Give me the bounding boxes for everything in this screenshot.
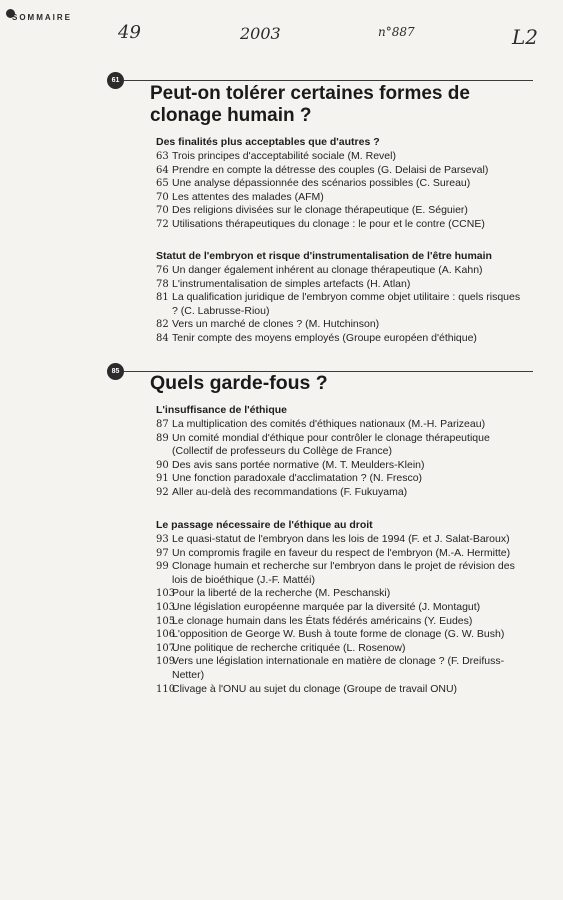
entry-page-number: 64 <box>156 164 169 176</box>
toc-entry[interactable] <box>156 418 526 432</box>
toc-entry[interactable] <box>156 218 526 232</box>
entry-title: Aller au-delà des recommandations (F. Fukuyama) <box>172 485 408 498</box>
entry-page-number: 90 <box>156 459 169 471</box>
entry-title: Vers une législation internationale en matière de clonage ? (F. Dreifuss-Netter) <box>172 655 505 681</box>
entry-title: Des religions divisées sur le clonage thérapeutique (E. Séguier) <box>172 204 468 217</box>
toc-group <box>156 404 526 500</box>
toc-entry[interactable] <box>156 332 526 346</box>
toc-entry[interactable] <box>156 472 526 486</box>
entry-title: Un danger également inhérent au clonage thérapeutique (A. Kahn) <box>172 264 483 276</box>
entry-page-number: 63 <box>156 151 169 162</box>
entry-title: Le clonage humain dans les États fédérés américains (Y. Eudes) <box>172 614 473 627</box>
entry-page-number: 84 <box>156 332 169 344</box>
entry-title: Pour la liberté de la recherche (M. Peschanski) <box>172 587 391 600</box>
entry-page-number: 72 <box>156 218 169 230</box>
toc-entry[interactable] <box>156 587 526 601</box>
toc-entry[interactable] <box>156 547 526 561</box>
toc-entry[interactable] <box>156 655 526 682</box>
handwritten-note: L2 <box>512 25 539 49</box>
section-divider <box>118 80 533 81</box>
entry-title: Une fonction paradoxale d'acclimatation ? (N. Fresco) <box>172 472 423 485</box>
entry-page-number: 78 <box>156 278 169 290</box>
toc-entry[interactable] <box>156 459 526 473</box>
toc-entry[interactable] <box>156 432 526 459</box>
entry-page-number: 76 <box>156 265 169 276</box>
entry-title: Un compromis fragile en faveur du respect de l'embryon (M.-A. Hermitte) <box>172 546 511 559</box>
entry-page-number: 92 <box>156 486 169 498</box>
handwritten-note: 49 <box>118 22 141 43</box>
toc-entry[interactable] <box>156 278 526 292</box>
toc-entry[interactable] <box>156 601 526 615</box>
entry-title: Une analyse dépassionnée des scénarios possibles (C. Sureau) <box>172 177 471 190</box>
entry-title: La multiplication des comités d'éthiques nationaux (M.-H. Parizeau) <box>172 418 486 430</box>
entry-page-number: 81 <box>156 292 169 304</box>
entry-page-number: 99 <box>156 561 169 573</box>
entry-title: Vers un marché de clones ? (M. Hutchinson) <box>172 318 380 331</box>
entry-page-number: 110 <box>156 683 176 695</box>
group-subtitle: Le passage nécessaire de l'éthique au droit <box>156 519 373 531</box>
toc-group <box>156 519 526 696</box>
group-subtitle: Statut de l'embryon et risque d'instrumentalisation de l'être humain <box>156 250 492 262</box>
entry-page-number: 70 <box>156 205 169 217</box>
entry-title: Une législation européenne marquée par la diversité (J. Montagut) <box>172 600 481 613</box>
entry-title: Le quasi-statut de l'embryon dans les lois de 1994 (F. et J. Salat-Baroux) <box>172 533 510 545</box>
section-label: SOMMAIRE <box>12 13 72 22</box>
entry-page-number: 65 <box>156 178 169 190</box>
entry-title: Une politique de recherche critiquée (L. Rosenow) <box>172 641 406 654</box>
toc-entry[interactable] <box>156 642 526 656</box>
section-page-marker: 85 <box>107 363 124 380</box>
entry-title: L'opposition de George W. Bush à toute forme de clonage (G. W. Bush) <box>172 628 505 641</box>
entry-page-number: 103 <box>156 588 176 600</box>
entry-page-number: 105 <box>156 615 176 627</box>
entry-page-number: 82 <box>156 319 169 331</box>
entry-page-number: 89 <box>156 432 169 444</box>
entry-title: Trois principes d'acceptabilité sociale (M. Revel) <box>172 150 396 162</box>
entry-page-number: 91 <box>156 473 169 485</box>
entry-title: Des avis sans portée normative (M. T. Meulders-Klein) <box>172 458 425 471</box>
entry-page-number: 70 <box>156 191 169 203</box>
entry-title: Tenir compte des moyens employés (Groupe européen d'éthique) <box>172 331 477 344</box>
toc-entry[interactable] <box>156 204 526 218</box>
entry-page-number: 87 <box>156 419 169 430</box>
section-title: Quels garde-fous ? <box>150 372 328 394</box>
toc-entry[interactable] <box>156 191 526 205</box>
toc-entry[interactable] <box>156 560 526 587</box>
entry-title: L'instrumentalisation de simples artefacts (H. Atlan) <box>172 277 411 290</box>
toc-entry[interactable] <box>156 150 526 164</box>
entry-title: La qualification juridique de l'embryon comme objet utilitaire : quels risques ? (C. Labrusse-Riou) <box>172 291 521 317</box>
toc-entry[interactable] <box>156 318 526 332</box>
entry-page-number: 103 <box>156 601 176 613</box>
section-page-marker: 61 <box>107 72 124 89</box>
handwritten-note: 2003 <box>240 24 281 43</box>
entry-page-number: 107 <box>156 642 176 654</box>
entry-title: Un comité mondial d'éthique pour contrôler le clonage thérapeutique (Collectif de professeurs du Collège de France) <box>172 431 490 458</box>
toc-group <box>156 136 526 232</box>
toc-entry[interactable] <box>156 164 526 178</box>
entry-page-number: 109 <box>156 656 176 668</box>
section-title: Peut-on tolérer certaines formes de clonage humain ? <box>150 83 470 126</box>
entry-title: Clivage à l'ONU au sujet du clonage (Groupe de travail ONU) <box>172 682 458 695</box>
group-subtitle: Des finalités plus acceptables que d'autres ? <box>156 136 380 148</box>
toc-entry[interactable] <box>156 615 526 629</box>
entry-title: Prendre en compte la détresse des couples (G. Delaisi de Parseval) <box>172 163 489 176</box>
toc-entry[interactable] <box>156 628 526 642</box>
entry-page-number: 93 <box>156 534 169 545</box>
entry-title: Clonage humain et recherche sur l'embryon dans le projet de révision des lois de bioéthique (J.-F. Mattéi) <box>172 560 515 586</box>
entry-title: Utilisations thérapeutiques du clonage : le pour et le contre (CCNE) <box>172 217 485 230</box>
toc-entry[interactable] <box>156 291 526 318</box>
entry-page-number: 106 <box>156 629 176 641</box>
entry-page-number: 97 <box>156 547 169 559</box>
toc-entry[interactable] <box>156 177 526 191</box>
group-subtitle: L'insuffisance de l'éthique <box>156 404 288 416</box>
toc-entry[interactable] <box>156 264 526 278</box>
toc-entry[interactable] <box>156 486 526 500</box>
handwritten-note: n°887 <box>378 25 415 39</box>
toc-entry[interactable] <box>156 683 526 697</box>
toc-group <box>156 250 526 346</box>
entry-title: Les attentes des malades (AFM) <box>172 190 324 203</box>
toc-entry[interactable] <box>156 533 526 547</box>
